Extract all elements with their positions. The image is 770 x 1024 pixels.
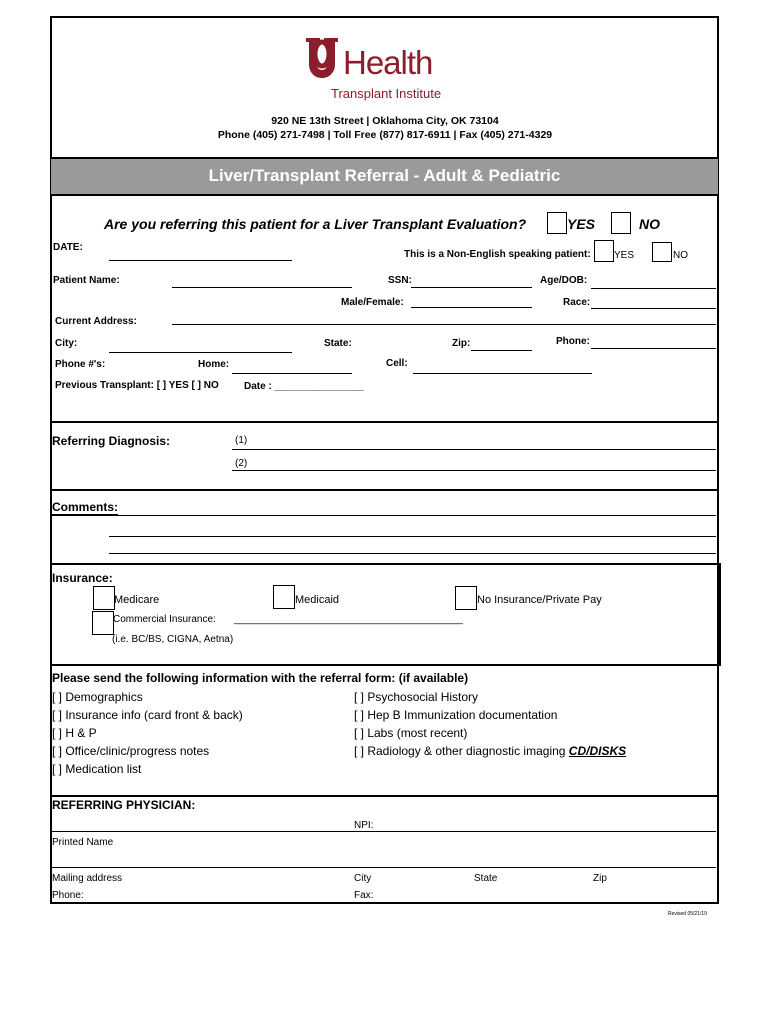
non-english-label: This is a Non-English speaking patient: bbox=[404, 249, 591, 260]
age-dob-label: Age/DOB: bbox=[540, 275, 588, 286]
docs-heading: Please send the following information with the referral form: (if available) bbox=[52, 671, 469, 685]
diagnosis-line-2-label: (2) bbox=[235, 458, 248, 469]
cell-line[interactable] bbox=[413, 373, 592, 374]
no-insurance-checkbox[interactable] bbox=[455, 586, 477, 610]
question-yes-label: YES bbox=[567, 216, 596, 232]
physician-heading: REFERRING PHYSICIAN: bbox=[52, 798, 196, 812]
docs-left-5[interactable]: [ ] Medication list bbox=[52, 762, 142, 776]
physician-city-label: City bbox=[354, 873, 372, 884]
date-line[interactable] bbox=[109, 260, 292, 261]
physician-line-1[interactable] bbox=[52, 831, 716, 832]
previous-transplant: Previous Transplant: [ ] YES [ ] NO bbox=[55, 380, 219, 391]
physician-zip-label: Zip bbox=[593, 873, 607, 884]
docs-left-3[interactable]: [ ] H & P bbox=[52, 726, 97, 740]
question-no-label: NO bbox=[639, 216, 660, 232]
question-yes-checkbox[interactable] bbox=[547, 212, 567, 234]
docs-left-1[interactable]: [ ] Demographics bbox=[52, 690, 143, 704]
commercial-checkbox[interactable] bbox=[92, 611, 114, 635]
patient-name-label: Patient Name: bbox=[53, 275, 120, 286]
cell-label: Cell: bbox=[386, 358, 408, 369]
page-title: Liver/Transplant Referral - Adult & Pediatric bbox=[208, 166, 561, 185]
ssn-label: SSN: bbox=[388, 275, 412, 286]
form-frame bbox=[50, 16, 719, 904]
home-label: Home: bbox=[198, 359, 230, 370]
docs-right-4[interactable] bbox=[354, 744, 626, 758]
city-label: City: bbox=[55, 338, 78, 349]
physician-fax-label: Fax: bbox=[354, 890, 374, 901]
date-label: DATE: bbox=[53, 242, 83, 253]
physician-state-label: State bbox=[474, 873, 498, 884]
non-english-no-checkbox[interactable] bbox=[652, 242, 672, 262]
medicaid-label: Medicaid bbox=[295, 594, 340, 606]
phone-line[interactable] bbox=[591, 348, 716, 349]
no-insurance-label: No Insurance/Private Pay bbox=[477, 594, 602, 606]
revised-date: Revised 05/21/19 bbox=[668, 911, 707, 917]
commercial-example: (i.e. BC/BS, CIGNA, Aetna) bbox=[112, 634, 234, 645]
address-line[interactable] bbox=[172, 324, 716, 325]
transplant-question: Are you referring this patient for a Liver Transplant Evaluation? bbox=[104, 216, 527, 232]
previous-transplant-date: Date : ________________ bbox=[244, 381, 364, 392]
header-phones: Phone (405) 271-7498 | Toll Free (877) 817-6911 | Fax (405) 271-4329 bbox=[217, 129, 553, 141]
home-line[interactable] bbox=[232, 373, 352, 374]
non-english-no-label: NO bbox=[673, 250, 688, 261]
logo-brand: Health bbox=[343, 44, 433, 81]
comments-line-1[interactable] bbox=[52, 515, 716, 516]
docs-right-2[interactable]: [ ] Hep B Immunization documentation bbox=[354, 708, 558, 722]
race-line[interactable] bbox=[591, 308, 716, 309]
comments-line-3[interactable] bbox=[109, 553, 716, 554]
mailing-address-label: Mailing address bbox=[52, 873, 123, 884]
commercial-label: Commercial Insurance: bbox=[113, 614, 216, 625]
non-english-yes-label: YES bbox=[614, 250, 635, 261]
phone-label: Phone: bbox=[556, 336, 590, 347]
diagnosis-line-2[interactable] bbox=[232, 470, 716, 471]
diagnosis-label: Referring Diagnosis: bbox=[52, 434, 171, 448]
physician-phone-label: Phone: bbox=[52, 890, 84, 901]
zip-line[interactable] bbox=[471, 350, 532, 351]
medicaid-checkbox[interactable] bbox=[273, 585, 295, 609]
diagnosis-line-1[interactable] bbox=[232, 449, 716, 450]
docs-right-3[interactable]: [ ] Labs (most recent) bbox=[354, 726, 468, 740]
age-dob-line[interactable] bbox=[591, 288, 716, 289]
comments-line-2[interactable] bbox=[109, 536, 716, 537]
insurance-label: Insurance: bbox=[52, 571, 113, 585]
docs-right-4-emph: CD/DISKS bbox=[568, 744, 627, 758]
npi-label: NPI: bbox=[354, 820, 374, 831]
docs-right-4-text: [ ] Radiology & other diagnostic imaging bbox=[354, 744, 566, 758]
city-line[interactable] bbox=[109, 352, 292, 353]
logo-subtitle: Transplant Institute bbox=[331, 86, 442, 101]
printed-name-label: Printed Name bbox=[52, 837, 114, 848]
docs-left-2[interactable]: [ ] Insurance info (card front & back) bbox=[52, 708, 243, 722]
comments-label: Comments: bbox=[52, 500, 119, 514]
zip-label: Zip: bbox=[452, 338, 471, 349]
phone-numbers-label: Phone #'s: bbox=[55, 359, 106, 370]
patient-name-line[interactable] bbox=[172, 287, 352, 288]
medicare-label: Medicare bbox=[114, 594, 160, 606]
sex-label: Male/Female: bbox=[341, 297, 404, 308]
medicare-checkbox[interactable] bbox=[93, 586, 115, 610]
commercial-line[interactable]: ______________________________________________ bbox=[234, 614, 463, 625]
docs-left-4[interactable]: [ ] Office/clinic/progress notes bbox=[52, 744, 210, 758]
state-label: State: bbox=[324, 338, 352, 349]
diagnosis-line-1-label: (1) bbox=[235, 435, 248, 446]
header-address: 920 NE 13th Street | Oklahoma City, OK 73104 bbox=[271, 115, 499, 127]
physician-line-2[interactable] bbox=[52, 867, 716, 868]
ssn-line[interactable] bbox=[411, 287, 532, 288]
question-no-checkbox[interactable] bbox=[611, 212, 631, 234]
sex-line[interactable] bbox=[411, 307, 532, 308]
docs-right-1[interactable]: [ ] Psychosocial History bbox=[354, 690, 479, 704]
race-label: Race: bbox=[563, 297, 591, 308]
ou-logo-mark bbox=[302, 34, 342, 82]
non-english-yes-checkbox[interactable] bbox=[594, 240, 614, 262]
current-address-label: Current Address: bbox=[55, 316, 137, 327]
